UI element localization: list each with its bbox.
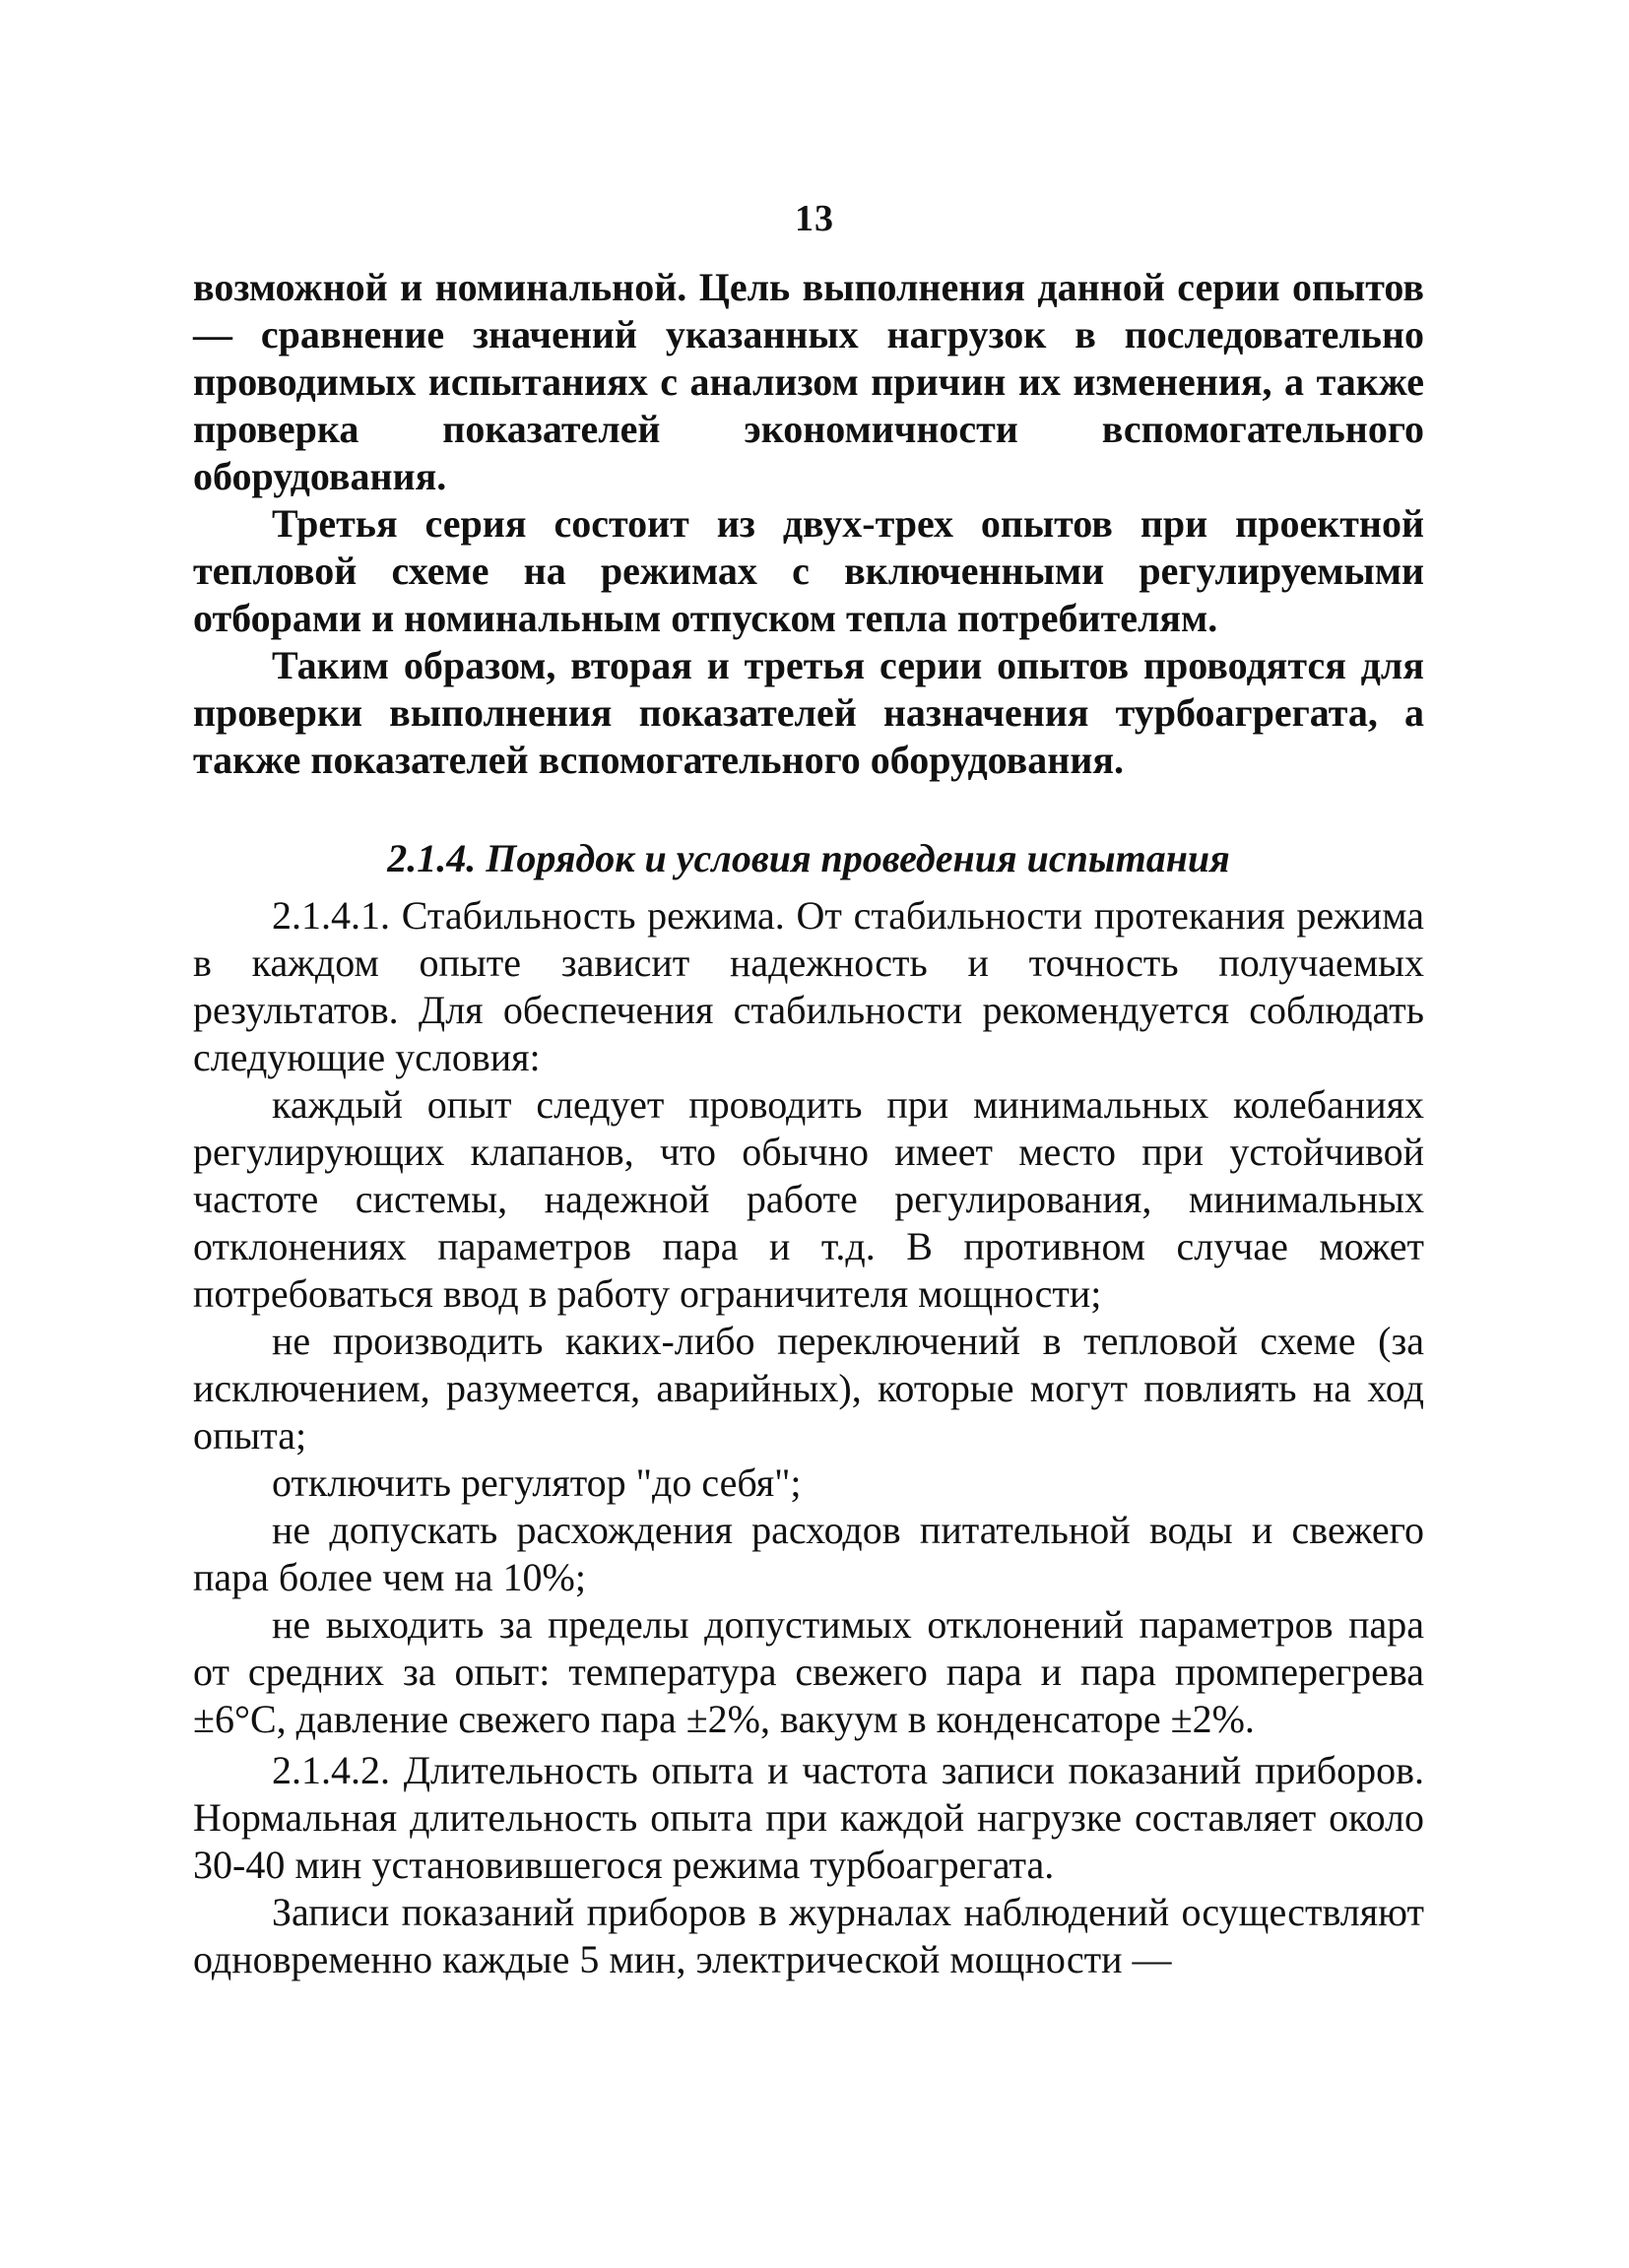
condition-item: отключить регулятор "до себя"; — [272, 1460, 802, 1505]
condition-item: не производить каких-либо переключений в тепловой схеме (за исключением, разумеется, аварийных), которые могут повлиять на ход опыта; — [193, 1319, 1424, 1458]
condition-item: не допускать расхождения расходов питательной воды и свежего пара более чем на 10%; — [193, 1508, 1424, 1599]
paragraph-continued: возможной и номинальной. Цель выполнения данной серии опытов — сравнение значений указанных нагрузок в последовательно проводимых испытаниях с анализом причин их изменения, а также проверка показателей экономичности вспомогательного оборудования. — [193, 265, 1424, 498]
paragraph-duration: 2.1.4.2. Длительность опыта и частота записи показаний приборов. Нормальная длительность опыта при каждой нагрузке составляет около 30-40 мин установившегося режима турбоагрегата. — [193, 1748, 1424, 1887]
third-series-text: состоит из двух-трех опытов при проектной тепловой схеме на режимах с включенными регулируемыми отборами и номинальным отпуском тепла потребителям. — [193, 501, 1425, 640]
paragraph-stability: 2.1.4.1. Стабильность режима. От стабильности протекания режима в каждом опыте зависит надежность и точность получаемых результатов. Для обеспечения стабильности рекомендуется соблюдать следующие условия: — [193, 893, 1424, 1079]
condition-item: каждый опыт следует проводить при минимальных колебаниях регулирующих клапанов, что обычно имеет место при устойчивой частоте системы, надежной работе регулирования, минимальных отклонениях параметров пара и т.д. В противном случае может потребоваться ввод в работу ограничителя мощности; — [193, 1082, 1424, 1316]
condition-item: не выходить за пределы допустимых отклонений параметров пара от средних за опыт: температура свежего пара и пара промперегрева ±6°С, давление свежего пара ±2%, вакуум в конденсаторе ±2%. — [193, 1602, 1424, 1741]
third-series-lead: Третья серия — [272, 501, 527, 546]
paragraph-third-series — [193, 500, 1424, 642]
page-body — [193, 264, 1424, 1983]
paragraph-records: Записи показаний приборов в журналах наблюдений осуществляют одновременно каждые 5 мин, электрической мощности — — [193, 1890, 1424, 1981]
section-gap — [193, 784, 1424, 835]
section-heading: 2.1.4. Порядок и условия проведения испытания — [387, 836, 1230, 880]
paragraph-summary: Таким образом, вторая и третья серии опытов проводятся для проверки выполнения показателей назначения турбоагрегата, а также показателей вспомогательного оборудования. — [193, 643, 1424, 782]
page-number: 13 — [795, 198, 834, 239]
